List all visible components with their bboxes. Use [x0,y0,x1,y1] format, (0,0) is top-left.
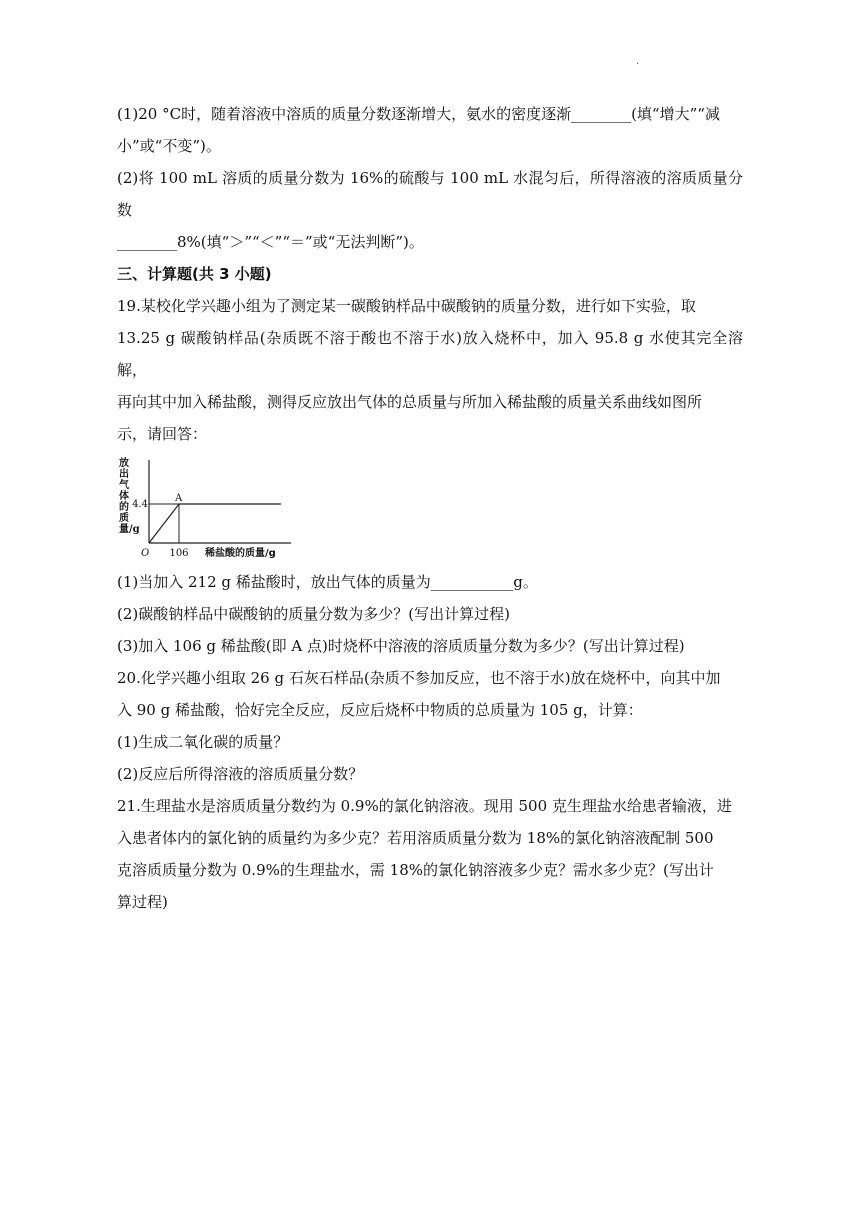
gas-mass-chart [119,456,299,566]
document-content [117,98,743,918]
chart-y-tick-label: 4.4 [132,499,148,510]
q19-line2: 13.25 g 碳酸钠样品(杂质既不溶于酸也不溶于水)放入烧杯中，加入 95.8 g 水使其完全溶解， [117,329,743,379]
q18-part1-line1: (1)20 °C时，随着溶液中溶质的质量分数逐渐增大，氨水的密度逐渐________(填“增大”“减 [117,105,720,123]
q20-sub2: (2)反应后所得溶液的溶质质量分数？ [117,765,364,783]
chart-y-axis-label: 放出气体的质量/g [119,458,140,535]
chart-series-line [149,504,281,543]
q19-sub2: (2)碳酸钠样品中碳酸钠的质量分数为多少？(写出计算过程) [117,605,510,623]
q21-line1: 21.生理盐水是溶质质量分数约为 0.9%的氯化钠溶液。现用 500 克生理盐水给患者输液，进 [117,797,732,815]
q19-line4: 示，请回答： [117,425,208,443]
section-heading-calculation: 三、计算题(共 3 小题) [117,265,272,283]
chart-x-tick-label: 106 [169,548,189,559]
q20-line1: 20.化学兴趣小组取 26 g 石灰石样品(杂质不参加反应，也不溶于水)放在烧杯中，向其中加 [117,669,721,687]
q19-line3: 再向其中加入稀盐酸，测得反应放出气体的总质量与所加入稀盐酸的质量关系曲线如图所 [117,393,703,411]
q19-sub3: (3)加入 106 g 稀盐酸(即 A 点)时烧杯中溶液的溶质质量分数为多少？(写出计算过程) [117,637,685,655]
chart-point-a-label: A [175,493,183,504]
q21-line2: 入患者体内的氯化钠的质量约为多少克？若用溶质质量分数为 18%的氯化钠溶液配制 500 [117,829,714,847]
q21-line4: 算过程) [117,893,168,911]
q18-part2-line2: ________8%(填“＞”“＜”“＝”或“无法判断”)。 [117,233,424,251]
q21-line3: 克溶质质量分数为 0.9%的生理盐水，需 18%的氯化钠溶液多少克？需水多少克？(写出计 [117,861,714,879]
q20-line2: 入 90 g 稀盐酸，恰好完全反应，反应后烧杯中物质的总质量为 105 g，计算： [117,701,643,719]
header-mark: . [636,56,640,67]
chart-x-axis-label: 稀盐酸的质量/g [205,548,276,559]
q19-sub1: (1)当加入 212 g 稀盐酸时，放出气体的质量为___________g。 [117,573,538,591]
q19-line1: 19.某校化学兴趣小组为了测定某一碳酸钠样品中碳酸钠的质量分数，进行如下实验，取 [117,297,696,315]
q18-part2-line1: (2)将 100 mL 溶质的质量分数为 16%的硫酸与 100 mL 水混匀后，所得溶液的溶质质量分数 [117,169,743,219]
q18-part1-line2: 小”或“不变”)。 [117,137,221,155]
chart-svg [119,456,299,566]
chart-origin-label: O [141,548,150,559]
q20-sub1: (1)生成二氧化碳的质量？ [117,733,289,751]
